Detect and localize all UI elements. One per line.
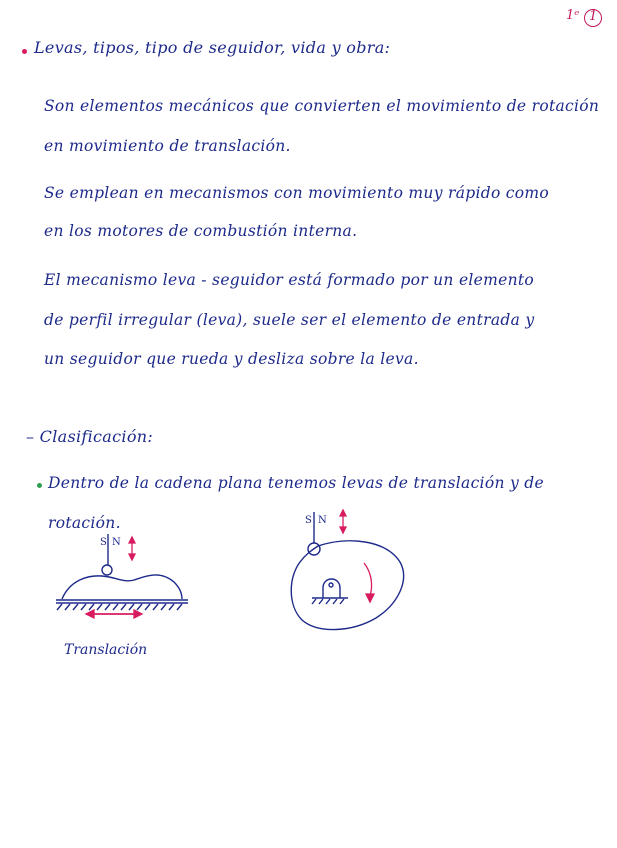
translation-caption: Translación	[64, 642, 148, 658]
paragraph-line: en movimiento de translación.	[44, 137, 291, 155]
rotation-label-s: S	[305, 515, 313, 526]
paragraph-line: Se emplean en mecanismos con movimiento muy rápido como	[44, 184, 550, 202]
section-line: Dentro de la cadena plana tenemos levas de translación y de	[48, 474, 544, 492]
translation-label-s: S	[100, 537, 108, 548]
paragraph-line: un seguidor que rueda y desliza sobre la leva.	[44, 350, 419, 368]
page-number-prefix: 1ᵉ	[566, 8, 580, 23]
paragraph-line: en los motores de combustión interna.	[44, 222, 358, 240]
page-number: 1	[589, 9, 598, 24]
paragraph-line: El mecanismo leva - seguidor está formado por un elemento	[44, 271, 535, 289]
section-title: – Clasificación:	[26, 427, 154, 446]
translation-label-n: N	[112, 537, 122, 548]
rotation-label-n: N	[318, 515, 328, 526]
heading: Levas, tipos, tipo de seguidor, vida y obra:	[34, 38, 391, 57]
paragraph-line: de perfil irregular (leva), suele ser el elemento de entrada y	[44, 311, 535, 329]
paragraph-line: Son elementos mecánicos que convierten el movimiento de rotación	[44, 97, 600, 115]
section-line: rotación.	[48, 514, 121, 532]
